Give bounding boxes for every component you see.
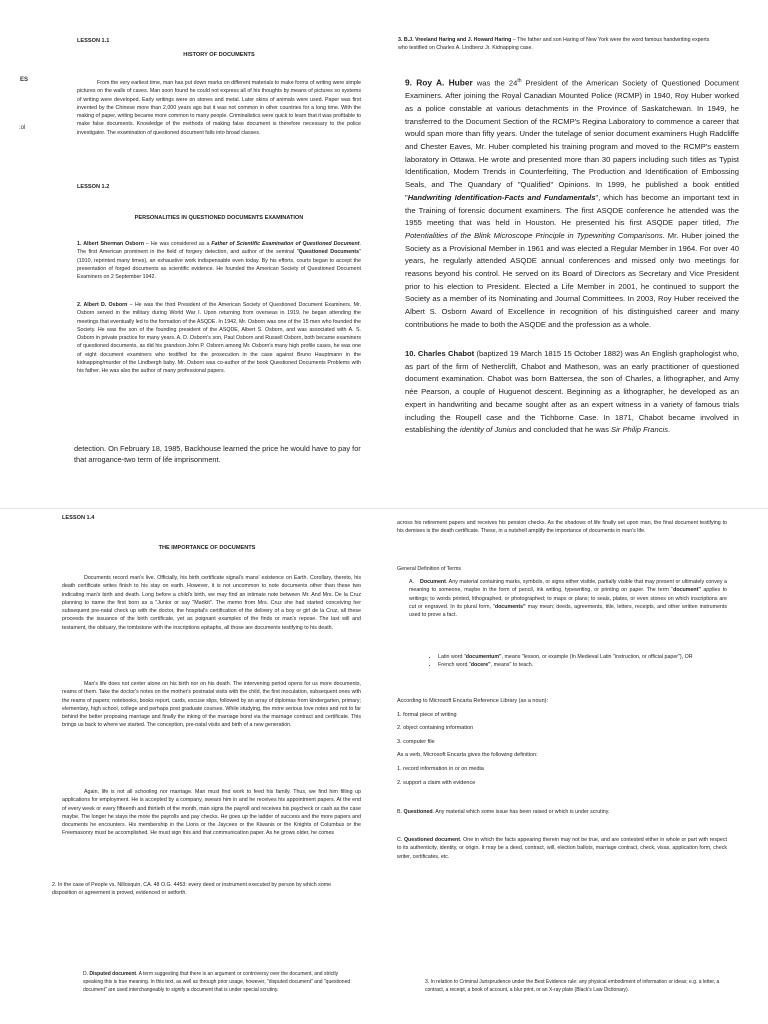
chabot-name: 10. Charles Chabot: [405, 349, 475, 358]
def-b-label: B.: [397, 809, 404, 815]
verb-intro: As a verb, Microsoft Encarta gives the following definition:: [397, 752, 538, 759]
importance-para-1: Documents record man's live. Officially, his birth certificate signal's mans' existence on Earth. Corollary, thereto, his death certificate writes finish to his stay on earth. However, it is not uncommon to note documents other than these two indicating man's birth and death. Long before a child's birth, we may find an intimate note between Mr. And Mrs. De la Cruz planning to name the first born as a "Junior or say "Marikit". The memo from Mrs. Cruz she had started conceiving her subsequent pre-natal check up with the doctor, the hospital's certification of the delivery of a boy or girl de la Cruz, all these proceeds the issuance of the birth certificate, yet as poignant examples of the finds or man's repose. The last will and testament, the obituary, the tombstone with the inscriptions epitaphs, all those are documents testifying to his death.: [62, 575, 361, 631]
def-a-text-b: applies to writings; to words printed, lithographed, or photographed; to maps or plans; to seals, plates, or even stones on which inscriptions are cut or engraved. In its plural form, ": [409, 587, 727, 610]
osborn-1-book: Questioned Documents: [298, 249, 360, 256]
huber-paper: The Potentialities of the Blink Microscope Principle in Typewriting Comparisons: [405, 218, 739, 240]
french-word: docere": [470, 662, 491, 669]
general-definition-label: General Definition of Terms: [397, 566, 462, 572]
osborn-1-block: [77, 240, 361, 300]
chabot-paragraph: [405, 348, 739, 437]
haring-block: [398, 36, 716, 56]
chabot-text-a: (baptized 19 March 1815 15 October 1882) was An English graphologist who, as part of the firm of Netherclift, Chabot and Matheson, was an early practitioner of questioned document examination. Chabot was born Battersea, the son of Charles, a lithographer, and Amy née Pearson, a couple of Huguenot descent. Beginning as a lithographer, he developed as an expert in handwriting and became sought after as an expert witness in a variety of famous trials including the Roupell case and the Tichborne Case. In 1871, Chabot became involved in establishing the: [405, 349, 739, 435]
haring-text: – The father and son Haring of New York were the word famous handwriting experts who testified on Charles A. Lindbenz Jr. Kidnapping case.: [398, 37, 710, 52]
footnote-2: 2. In the case of People vs. Nillosquin, CA. 48 O.G. 4453: every deed or instrument executed by person by which some disposition or agreement is proved, evidenced or setforth.: [52, 882, 332, 897]
french-text-c: , means" to teach.: [490, 662, 534, 669]
footnote-3: 3. In relation to Criminal Jurisprudence under the Best Evidence rule: any physical embodiment of information or ideas; e.g. a letter, a contract, a receipt, a book of account, a blur print, or an X-ray plate (Black's Law Dictionary).: [425, 979, 720, 993]
footnote-3-block: [425, 979, 725, 1009]
osborn-1-title: Father of Scientific Examination of Questioned Document: [211, 241, 360, 247]
def-c-block: [397, 836, 727, 866]
importance-para-3-block: [62, 788, 361, 872]
haring-paragraph: [398, 36, 716, 53]
verb-def-2: 2. support a claim with evidence: [397, 779, 476, 786]
def-c-paragraph: [397, 836, 727, 861]
osborn-1-text-c: " (1910, reprinted many times), an exhaustive work indispensable even today. By his efforts, courts began to accept the presentation of forged documents as scientific evidence. He founded the American Society of Questioned Document Examiners on 2 September 1942.: [77, 249, 361, 281]
encarta-block: [397, 697, 727, 797]
def-b-block: [397, 808, 727, 820]
page-divider: [0, 508, 768, 509]
noun-def-1: 1. formal piece of writing: [397, 711, 457, 718]
def-c-term: Questioned document: [403, 837, 461, 843]
osborn-2-block: [77, 301, 361, 396]
etymology-list: [424, 653, 724, 669]
huber-text-d: . Mr. Huber joined the Society as a Provisional Member in 1961 and was elected a Regular Member in 1964. For over 40 years, he regularly attended ASQDE annual conferences and missed only two meetings for reasons beyond his control. He served on its Board of Directors as Secretary and Vice President prior to his election to President. Elected a Life Member in 2001, he continued to support the Society as a member of its Nominating and Journal Committees. In 2003, Roy Huber received the Albert S. Osborn Award of Excellence in recognition of his distinguished career and many contributions he made to both the ASQDE and the profession as a whole.: [405, 230, 739, 329]
footnote-2-block: [52, 881, 352, 901]
haring-name: 3. B.J. Vreeland Haring and J. Howard Haring: [398, 37, 512, 43]
osborn-2-paragraph: [77, 301, 361, 376]
def-a-term: Document: [420, 579, 446, 585]
chabot-block: [405, 348, 739, 448]
def-a-text-a: . Any material containing marks, symbols, or signs either visible, partially visible that may present or ultimately convey a meaning to someone, maybe in the form of pencil, ink writing, typewriting, or printing on paper. The term ": [409, 579, 727, 594]
encarta-intro: According to Microsoft Encarta Reference Library (as a noun):: [397, 698, 549, 704]
osborn-1-paragraph: [77, 240, 361, 281]
importance-heading: THE IMPORTANCE OF DOCUMENTS: [158, 545, 256, 551]
def-d-paragraph: [83, 971, 353, 994]
osborn-1-text-a: – He was considered as a: [143, 241, 212, 247]
def-a-term-3: documents": [494, 603, 526, 610]
history-paragraph: From the very earliest time, man has put down marks on different materials to make forms of writing were simple pictures on the walls of caves. Man soon found he could not express all of his thoughts by means of pictures so systems of writing were developed. Early writings were on stones and metal. Later skins of animals were used. Paper was first invented by the Chinese more than 2,000 years ago but it was not common in other countries for a long time. With the making of paper, writing became more common to many people. Criminalistics were quick to learn that it was profitable to make false documents. Knowledge of the methods of making false document is therefore necessary to the police investigator. The examination of questioned document falls into broad classes.: [77, 80, 361, 136]
continuation-block: [397, 519, 727, 549]
def-b-text: . Any material which some issue has been raised or which is under scrutiny.: [432, 809, 610, 815]
lesson-1-1-label: LESSON 1.1: [77, 38, 110, 44]
def-a-label: A.: [409, 579, 415, 585]
huber-text-a: was the 24: [472, 78, 518, 88]
def-c-text: . One in which the facts appearing therein may not be true, and are contested either in whole or part with respect to its authenticity, identity, or origin. It may be a deed, contract, will, election ballots, marriage contract, check, visas, application form, check writer, certificates, etc.: [397, 837, 727, 860]
chabot-text-b: and concluded that he was: [516, 425, 612, 435]
def-d-block: [83, 971, 353, 1011]
def-b-paragraph: [397, 808, 727, 816]
osborn-2-name: 2. Albert D. Osborn: [77, 302, 128, 308]
def-a-term-2: document": [673, 587, 701, 594]
def-b-term: Questioned: [403, 809, 433, 815]
importance-para-2-block: [62, 680, 361, 764]
def-c-label: C.: [397, 837, 404, 843]
latin-word: documentum": [465, 654, 502, 660]
importance-para-3: Again, life is not all schooling nor marriage. Man must find work to feed his family. Thus, we find him filling up applications for employment. He is accepted by a company, swears him in and he receives his appointment papers. At the end of every week or every fifteenth and thirtieth of the month, man signs the payroll and receives his paycheck or cash as the case maybe. The longer he stays the more the payrolls and pay checks. He goes up the ladder of success and the more papers and documents he encounters. His membership in the Lions or the Jaycees or the Kiwanis or the Knights of Columbus or the Freemasonry must be accomplished. He must sign this and that communication paper. As he grows older, he comes: [62, 789, 361, 837]
verb-def-1: 1. record information in or on media: [397, 765, 484, 772]
osborn-1-text-b: . The first American prominent in the field of forgery detection, and author of the seminal ": [77, 241, 361, 256]
lesson-1-2-label: LESSON 1.2: [77, 184, 110, 190]
importance-para-1-block: [62, 574, 361, 666]
def-a-block: [409, 578, 727, 644]
continuation-text: across his retirement papers and receives his pension checks. As the shadows of life finally set upon man, the final document testifying to his demises is the death certificate. These, in a nutshell amplify the importance of documents in man's life.: [397, 520, 727, 535]
general-definition-label-block: [397, 565, 597, 575]
def-d-term: Disputed document: [89, 971, 137, 977]
huber-text-c: ", which has become an important text in the Training of forensic document examiners. The first ASQDE conference he attended was the 1955 meeting that was held in Houston. He presented his first ASQDE paper titled,: [405, 192, 739, 228]
osborn-2-text: – He was the third President of the American Society of Questioned Document Examiners. Mr. Osborn served in the military during World War I. Upon returning from overseas in 1919, he began attending the meetings that eventually led to the formation of the ASQDE. In 1942, Mr. Osborn was one of the 15 men who founded the Society. He was the son of the founding president of the ASQDE, Albert S. Osborn, and was associated with A. S. Osborn in private practice for many years. A. D. Osborn's son, Paul Osborn and Russell Osborn, both became examiners of questioned documents, as did his grandson John P. Osborn among Mr. Osborn's many high profile cases, he was one of eight document examiners who testified for the prosecution in the case against Bruno Hauptmann in the kidnapping/murder of the Lindbergh baby. Mr. Osborn was co-author of the book Questioned Documents Problems with his father. He was also the author of many professional papers.: [77, 302, 361, 375]
huber-book: Handwriting Identification-Facts and Fundamentals: [407, 192, 596, 202]
chabot-end: .: [668, 425, 671, 435]
etymology-list-block: [424, 653, 724, 681]
personalities-heading: PERSONALITIES IN QUESTIONED DOCUMENTS EXAMINATION: [134, 215, 304, 221]
def-d-text: . A term suggesting that there is an argument or controversy over the document, and strictly speaking this is true meaning. In this text, as well as through prior usage, however, "disputed document" and "questioned document" are used interchangeably to signify a document that is under special scrutiny.: [83, 971, 351, 993]
def-a-paragraph: [409, 578, 727, 619]
def-a-text-c: may mean; deeds, agreements, title, letters, receipts, and other written instruments used to prove a fact.: [409, 603, 727, 619]
lesson-1-4-label: LESSON 1.4: [62, 515, 95, 521]
latin-text-a: Latin word ": [438, 654, 466, 660]
def-d-label: D.: [83, 971, 90, 977]
huber-paragraph: [405, 75, 739, 332]
huber-block: [405, 75, 739, 345]
french-item: [438, 661, 724, 669]
importance-para-2: Man's life does not center alone on his birth nor on his death. The intervening period opens for us more documents, reams of them. Take the doctor's notes on the mother's postnatal visits with the child, the first inoculation, subsequent ones with the reams of papers; notebooks, books report, cards, excuse slips, followed by an array of diplomas from kindergarten, primary; elementary, high school, college and perhaps post graduate courses. While studying, the more serious love notes and not to far behind the better proposing marriage and finally the inking of the marriage bond via the marriage contract and certificate. This brings us back to where we started. The conception, pre-natal visits and birth of a new generation.: [62, 681, 361, 729]
noun-def-2: 2. object containing information: [397, 725, 474, 732]
history-paragraph-block: [77, 79, 361, 169]
chabot-francis: Sir Philip Francis: [611, 425, 669, 435]
latin-item: [438, 653, 724, 661]
backhouse-block: [74, 443, 370, 473]
backhouse-text: detection. On February 18, 1985, Backhouse learned the price he would have to pay for that arrogance-two term of life imprisonment.: [74, 444, 361, 464]
huber-name: 9. Roy A. Huber: [405, 77, 473, 88]
margin-text-col: :ol: [19, 125, 26, 131]
chabot-junius: identity of Junius: [459, 425, 517, 435]
latin-text-c: , means "lesson, or example (In Medieval Latin "instruction, or official paper"), OR: [501, 654, 693, 660]
french-text-a: French word ": [438, 662, 471, 669]
history-heading: HISTORY OF DOCUMENTS: [183, 52, 255, 58]
osborn-1-name: 1. Albert Sherman Osborn: [77, 241, 144, 247]
noun-def-3: 3. computer file: [397, 738, 435, 745]
margin-text-es: ES: [20, 77, 29, 83]
huber-sup: th: [517, 78, 522, 84]
huber-text-b: President of the American Society of Questioned Document Examiners. After joining the Royal Canadian Mounted Police (RCMP) in 1940, Roy Huber worked as a police constable at various detachments in the Province of Saskatchewan. In 1949, he transferred to the Document Section of the RCMP's Regina Laboratory to commence a career that would span more than fifty years. Under the tutelage of senior document examiners Hugh Radcliffe and Chester Eaves, Mr. Huber completed his training program and moved to the RCMP's eastern laboratory in Ottawa. He wrote and presented more than 30 papers including such titles as Typist Identification, Modern Trends in Counterfeiting, The Production and Identification of Embossing Seals, and The Quandary of "Qualified" Opinions. In 1999, he published a book entitled ": [405, 78, 739, 202]
